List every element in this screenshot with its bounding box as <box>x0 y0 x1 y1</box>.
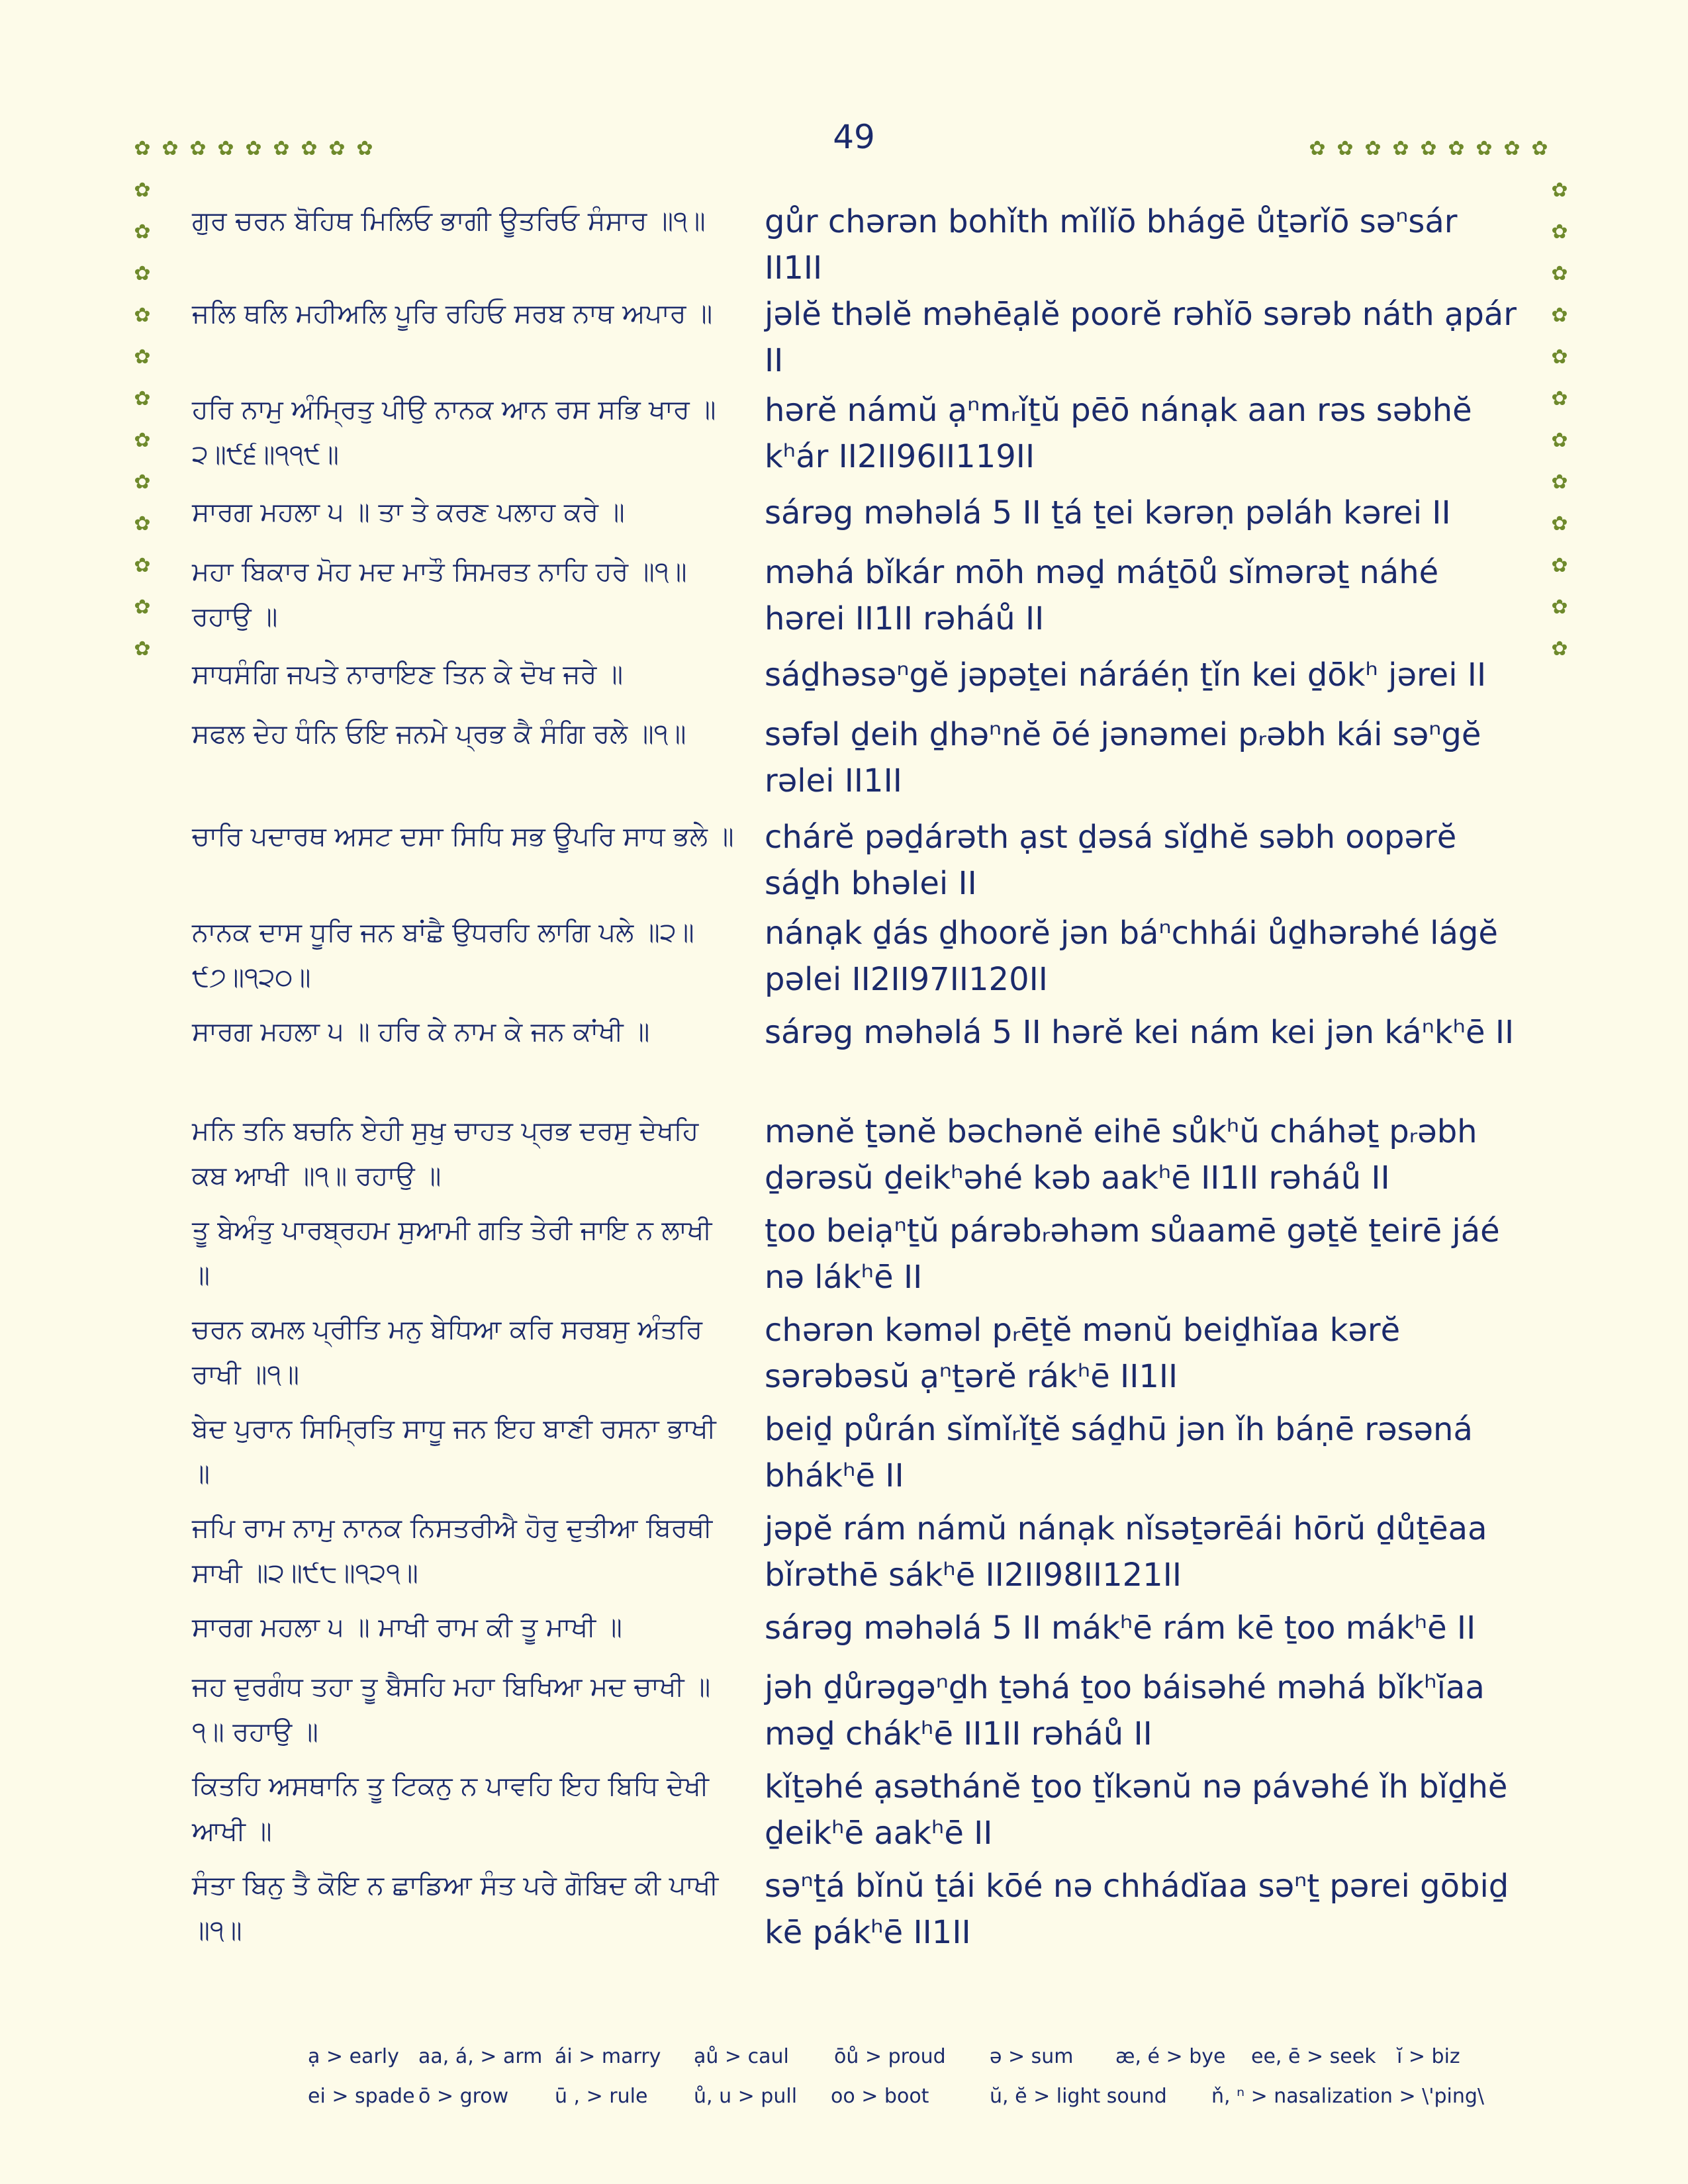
transliteration-text: sárəg məhəlá 5 II ṯá ṯei kərəṇ pəláh kərei II <box>765 494 1451 531</box>
flower-ornament-icon: ✿ <box>134 345 151 369</box>
flower-ornament-icon: ✿ <box>273 137 290 160</box>
legend-item: ō > grow <box>418 2085 509 2108</box>
transliteration-text: jəpĕ rám námŭ nánạk nǐsəṯərēái hōrŭ ḏůṯēaa bǐrəthē sákʰē II2II98II121II <box>765 1510 1487 1594</box>
legend-item: æ, é > bye <box>1115 2045 1226 2068</box>
gurmukhi-text: ਗੁਰ ਚਰਨ ਬੋਹਿਥ ਮਿਲਿਓ ਭਾਗੀ ਊਤਰਿਓ ਸੰਸਾਰ ॥੧॥ <box>192 206 706 236</box>
flower-ornament-icon: ✿ <box>1551 304 1568 327</box>
flower-ornament-icon: ✿ <box>1551 471 1568 494</box>
gurmukhi-text: ਤੂ ਬੇਅੰਤੁ ਪਾਰਬ੍ਰਹਮ ਸੁਆਮੀ ਗਤਿ ਤੇਰੀ ਜਾਇ ਨ ਲਾਖੀ ॥ <box>192 1215 712 1291</box>
transliteration-text: hərĕ námŭ ạⁿmᵣǐṯŭ pēō nánạk aan rəs səbhĕ kʰár II2II96II119II <box>765 392 1472 475</box>
flower-ornament-icon: ✿ <box>1551 596 1568 619</box>
gurmukhi-text: ਮਨਿ ਤਨਿ ਬਚਨਿ ਏਹੀ ਸੁਖੁ ਚਾਹਤ ਪ੍ਰਭ ਦਰਸੁ ਦੇਖਹਿ ਕਬ ਆਖੀ ॥੧॥ ਰਹਾਉ ॥ <box>192 1116 699 1191</box>
flower-ornament-icon: ✿ <box>1551 179 1568 202</box>
transliteration-text: kǐṯəhé ạsəthánĕ ṯoo ṯǐkənŭ nə pávəhé ǐh bǐḏhĕ ḏeikʰē aakʰē II <box>765 1768 1508 1852</box>
transliteration-text: ṯoo beiạⁿṯŭ párəbᵣəhəm sůaamē gəṯĕ ṯeirē jáé nə lákʰē II <box>765 1212 1500 1296</box>
flower-ornament-icon: ✿ <box>1551 429 1568 452</box>
flower-ornament-icon: ✿ <box>245 137 262 160</box>
flower-ornament-icon: ✿ <box>1551 637 1568 660</box>
transliteration-text: chárĕ pəḏárəth ạst ḏəsá sǐḏhĕ səbh oopərĕ sáḏh bhəlei II <box>765 819 1457 902</box>
legend-item: ee, ē > seek <box>1251 2045 1376 2068</box>
flower-ornament-icon: ✿ <box>301 137 318 160</box>
transliteration-text: gůr chərən bohǐth mǐlǐō bhágē ůṯərǐō səⁿsár II1II <box>765 203 1458 287</box>
transliteration-text: səⁿṯá bǐnŭ ṯái kōé nə chhádĭaa səⁿṯ pərei gōbiḏ kē pákʰē II1II <box>765 1868 1509 1951</box>
flower-ornament-icon: ✿ <box>1364 137 1382 160</box>
flower-ornament-icon: ✿ <box>1551 220 1568 244</box>
gurmukhi-text: ਜਹ ਦੁਰਗੰਧ ਤਹਾ ਤੂ ਬੈਸਹਿ ਮਹਾ ਬਿਖਿਆ ਮਦ ਚਾਖੀ ॥੧॥ ਰਹਾਉ ॥ <box>192 1672 711 1747</box>
gurmukhi-text: ਬੇਦ ਪੁਰਾਨ ਸਿਮ੍ਰਿਤਿ ਸਾਧੂ ਜਨ ਇਹ ਬਾਣੀ ਰਸਨਾ ਭਾਖੀ ॥ <box>192 1414 716 1489</box>
legend-item: ạ > early <box>308 2045 399 2068</box>
transliteration-text: sárəg məhəlá 5 II mákʰē rám kē ṯoo mákʰē II <box>765 1610 1476 1647</box>
flower-ornament-icon: ✿ <box>134 471 151 494</box>
flower-ornament-icon: ✿ <box>162 137 179 160</box>
transliteration-text: sárəg məhəlá 5 II hərĕ kei nám kei jən káⁿkʰē II <box>765 1014 1515 1051</box>
legend-item: ei > spade <box>308 2085 415 2108</box>
gurmukhi-text: ਨਾਨਕ ਦਾਸ ਧੂਰਿ ਜਨ ਬਾਂਛੈ ਉਧਰਹਿ ਲਾਗਿ ਪਲੇ ॥੨॥੯੭॥੧੨੦॥ <box>192 917 694 993</box>
transliteration-text: məhá bǐkár mōh məḏ máṯōů sǐmərəṯ náhé hərei II1II rəháů II <box>765 554 1439 637</box>
flower-ornament-icon: ✿ <box>217 137 234 160</box>
gurmukhi-text: ਮਹਾ ਬਿਕਾਰ ਮੋਹ ਮਦ ਮਾਤੌ ਸਿਮਰਤ ਨਾਹਿ ਹਰੇ ॥੧॥ ਰਹਾਉ ॥ <box>192 557 687 632</box>
flower-ornament-icon: ✿ <box>328 137 346 160</box>
legend-item: oo > boot <box>831 2085 929 2108</box>
gurmukhi-text: ਜਪਿ ਰਾਮ ਨਾਮੁ ਨਾਨਕ ਨਿਸਤਰੀਐ ਹੋਰੁ ਦੁਤੀਆ ਬਿਰਥੀ ਸਾਖੀ ॥੨॥੯੮॥੧੨੧॥ <box>192 1513 713 1588</box>
flower-ornament-icon: ✿ <box>1309 137 1326 160</box>
legend-item: aa, á, > arm <box>418 2045 543 2068</box>
transliteration-text: sáḏhəsəⁿgĕ jəpəṯei náráéṇ ṯǐn kei ḏōkʰ jərei II <box>765 657 1487 694</box>
flower-ornament-icon: ✿ <box>1448 137 1465 160</box>
transliteration-text: beiḏ půrán sǐmǐᵣǐṯĕ sáḏhū jən ǐh báṇē rəsəná bhákʰē II <box>765 1411 1473 1494</box>
flower-ornament-icon: ✿ <box>1551 554 1568 577</box>
flower-ornament-icon: ✿ <box>134 554 151 577</box>
flower-ornament-icon: ✿ <box>189 137 207 160</box>
legend-item: ə > sum <box>990 2045 1074 2068</box>
gurmukhi-text: ਸਫਲ ਦੇਹ ਧੰਨਿ ਓਇ ਜਨਮੇ ਪ੍ਰਭ ਕੈ ਸੰਗਿ ਰਲੇ ॥੧॥ <box>192 719 686 749</box>
gurmukhi-text: ਕਿਤਹਿ ਅਸਥਾਨਿ ਤੂ ਟਿਕਨੁ ਨ ਪਾਵਹਿ ਇਹ ਬਿਧਿ ਦੇਖੀ ਆਖੀ ॥ <box>192 1771 709 1846</box>
gurmukhi-text: ਸਾਰਗ ਮਹਲਾ ੫ ॥ ਹਰਿ ਕੇ ਨਾਮ ਕੇ ਜਨ ਕਾਂਖੀ ॥ <box>192 1017 650 1047</box>
gurmukhi-text: ਸੰਤਾ ਬਿਨੁ ਤੈ ਕੋਇ ਨ ਛਾਡਿਆ ਸੰਤ ਪਰੇ ਗੋਬਿਦ ਕੀ ਪਾਖੀ ॥੧॥ <box>192 1870 719 1946</box>
flower-ornament-icon: ✿ <box>134 220 151 244</box>
gurmukhi-text: ਜਲਿ ਥਲਿ ਮਹੀਅਲਿ ਪੂਰਿ ਰਹਿਓ ਸਰਬ ਨਾਥ ਅਪਾਰ ॥ <box>192 298 713 329</box>
flower-ornament-icon: ✿ <box>134 637 151 660</box>
gurmukhi-text: ਸਾਰਗ ਮਹਲਾ ੫ ॥ ਮਾਖੀ ਰਾਮ ਕੀ ਤੂ ਮਾਖੀ ॥ <box>192 1612 622 1643</box>
flower-ornament-icon: ✿ <box>1503 137 1521 160</box>
flower-ornament-icon: ✿ <box>134 262 151 285</box>
flower-ornament-icon: ✿ <box>1551 262 1568 285</box>
gurmukhi-text: ਚਰਨ ਕਮਲ ਪ੍ਰੀਤਿ ਮਨੁ ਬੇਧਿਆ ਕਰਿ ਸਰਬਸੁ ਅੰਤਰਿ ਰਾਖੀ ॥੧॥ <box>192 1314 703 1390</box>
transliteration-text: jəh ḏůrəgəⁿḏh ṯəhá ṯoo báisəhé məhá bǐkʰĭaa məḏ chákʰē II1II rəháů II <box>765 1669 1485 1752</box>
transliteration-text: chərən kəməl pᵣēṯĕ mənŭ beiḏhĭaa kərĕ sərəbəsŭ ạⁿṯərĕ rákʰē II1II <box>765 1312 1401 1395</box>
flower-ornament-icon: ✿ <box>134 512 151 535</box>
gurmukhi-text: ਸਾਧਸੰਗਿ ਜਪਤੇ ਨਾਰਾਇਣ ਤਿਨ ਕੇ ਦੋਖ ਜਰੇ ॥ <box>192 659 624 690</box>
legend-item: ŭ, ĕ > light sound <box>990 2085 1167 2108</box>
transliteration-text: mənĕ ṯənĕ bəchənĕ eihē sůkʰŭ cháhəṯ pᵣəbh ḏərəsŭ ḏeikʰəhé kəb aakʰē II1II rəháů II <box>765 1113 1477 1197</box>
flower-ornament-icon: ✿ <box>134 429 151 452</box>
flower-ornament-icon: ✿ <box>134 137 151 160</box>
transliteration-text: səfəl ḏeih ḏhəⁿnĕ ōé jənəmei pᵣəbh kái səⁿgĕ rəlei II1II <box>765 716 1481 799</box>
flower-ornament-icon: ✿ <box>1392 137 1409 160</box>
legend-item: ōů > proud <box>834 2045 946 2068</box>
gurmukhi-text: ਸਾਰਗ ਮਹਲਾ ੫ ॥ ਤਾ ਤੇ ਕਰਣ ਪਲਾਹ ਕਰੇ ॥ <box>192 497 625 527</box>
legend-item: ái > marry <box>555 2045 661 2068</box>
flower-ornament-icon: ✿ <box>1336 137 1354 160</box>
gurmukhi-text: ਹਰਿ ਨਾਮੁ ਅੰਮ੍ਰਿਤੁ ਪੀਉ ਨਾਨਕ ਆਨ ਰਸ ਸਭਿ ਖਾਰ ॥੨॥੯੬॥੧੧੯॥ <box>192 394 716 470</box>
flower-ornament-icon: ✿ <box>134 179 151 202</box>
transliteration-text: jəlĕ thəlĕ məhēạlĕ poorĕ rəhǐō sərəb náth ạpár II <box>765 296 1517 379</box>
flower-ornament-icon: ✿ <box>1551 345 1568 369</box>
verse-list <box>0 199 1688 1972</box>
gurmukhi-text: ਚਾਰਿ ਪਦਾਰਥ ਅਸਟ ਦਸਾ ਸਿਧਿ ਸਭ ਊਪਰਿ ਸਾਧ ਭਲੇ ॥ <box>192 821 734 852</box>
page-number: 49 <box>833 118 875 156</box>
flower-ornament-icon: ✿ <box>1476 137 1493 160</box>
legend-item: ū , > rule <box>555 2085 648 2108</box>
flower-ornament-icon: ✿ <box>1531 137 1548 160</box>
legend-item: ň, ⁿ > nasalization > \'ping\ <box>1211 2085 1485 2108</box>
flower-ornament-icon: ✿ <box>134 304 151 327</box>
flower-ornament-icon: ✿ <box>1551 512 1568 535</box>
legend-item: ạů > caul <box>694 2045 789 2068</box>
flower-ornament-icon: ✿ <box>134 596 151 619</box>
flower-ornament-icon: ✿ <box>1420 137 1437 160</box>
flower-ornament-icon: ✿ <box>134 387 151 410</box>
flower-ornament-icon: ✿ <box>1551 387 1568 410</box>
legend-item: ĭ > biz <box>1397 2045 1460 2068</box>
flower-ornament-icon: ✿ <box>356 137 373 160</box>
pronunciation-legend <box>0 2038 1688 2118</box>
transliteration-text: nánạk ḏás ḏhoorĕ jən báⁿchhái ůḏhərəhé lágĕ pəlei II2II97II120II <box>765 915 1498 998</box>
legend-item: ů, u > pull <box>694 2085 798 2108</box>
